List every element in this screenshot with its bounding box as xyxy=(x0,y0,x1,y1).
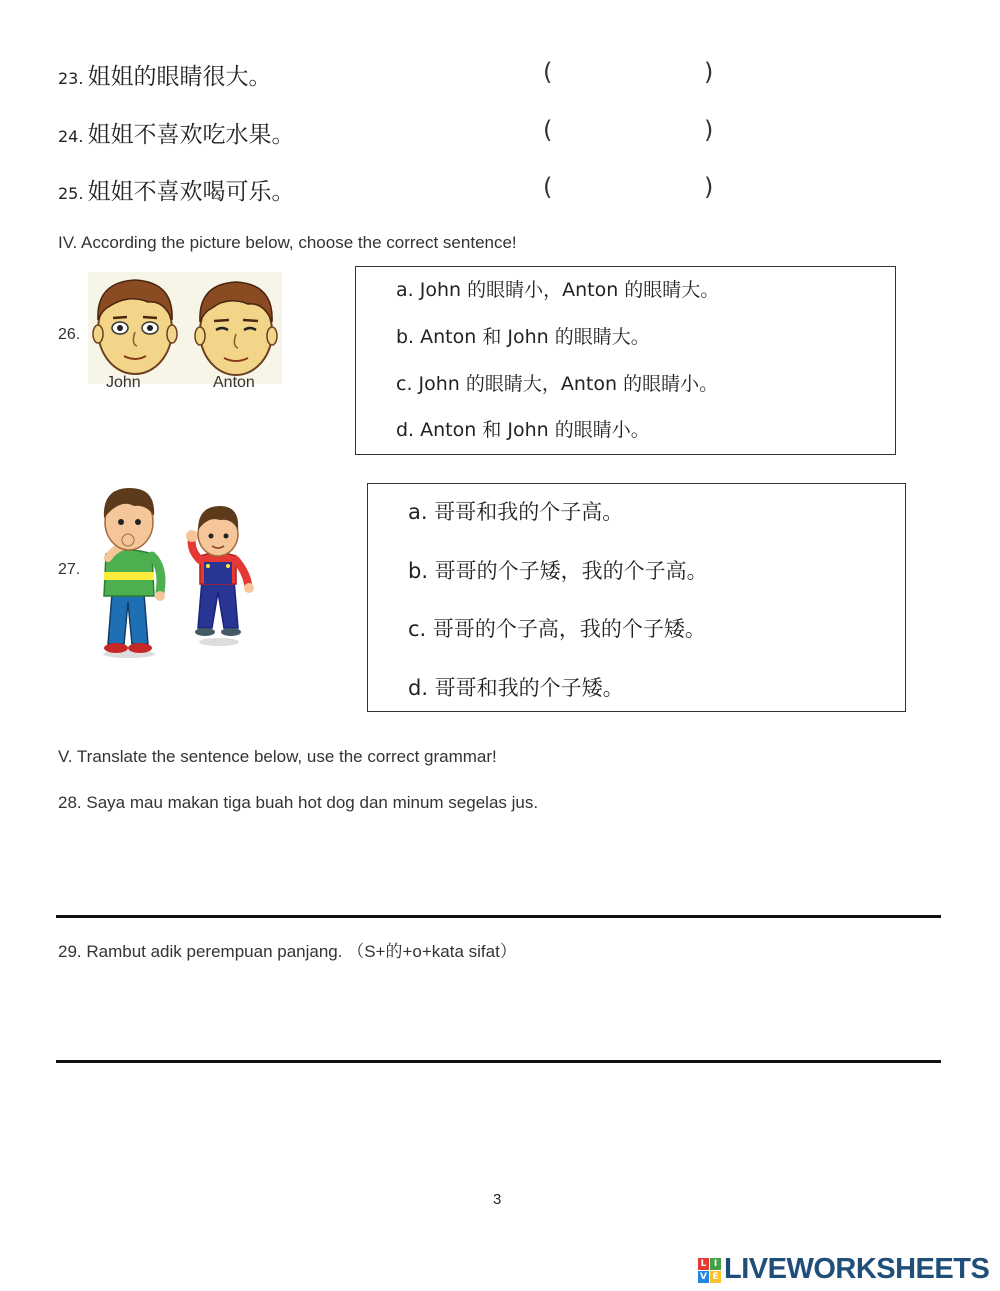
option-27-d[interactable]: d. 哥哥和我的个子矮。 xyxy=(408,676,624,700)
badge-letter: I xyxy=(710,1258,721,1270)
option-27-c[interactable]: c. 哥哥的个子高，我的个子矮。 xyxy=(408,617,706,641)
question-24 xyxy=(58,116,294,149)
question-27-number: 27. xyxy=(58,561,81,578)
answer-field-24[interactable] xyxy=(556,118,704,148)
option-26-c[interactable]: c. John 的眼睛大，Anton 的眼睛小。 xyxy=(396,373,719,395)
liveworksheets-badge-icon xyxy=(698,1258,722,1284)
answer-paren-open: ( xyxy=(543,58,553,86)
label-anton: Anton xyxy=(213,374,255,391)
older-brother-figure xyxy=(103,488,165,658)
question-text: 姐姐的眼睛很大。 xyxy=(87,64,272,90)
question-number: 23. xyxy=(58,69,84,88)
option-27-a[interactable]: a. 哥哥和我的个子高。 xyxy=(408,500,624,524)
answer-paren-close: ) xyxy=(704,173,714,201)
younger-brother-figure xyxy=(186,506,254,646)
answer-line-28 xyxy=(56,915,941,918)
section-v-title: V. Translate the sentence below, use the correct grammar! xyxy=(58,747,497,766)
two-boys-picture xyxy=(94,484,264,660)
question-number: 25. xyxy=(58,184,84,203)
section-iv-title: IV. According the picture below, choose the correct sentence! xyxy=(58,233,517,252)
question-text: 姐姐不喜欢喝可乐。 xyxy=(87,179,295,205)
page-number: 3 xyxy=(493,1191,502,1208)
answer-paren-close: ) xyxy=(704,58,714,86)
answer-paren-close: ) xyxy=(704,116,714,144)
option-26-d[interactable]: d. Anton 和 John 的眼睛小。 xyxy=(396,419,650,441)
label-john: John xyxy=(106,374,141,391)
answer-line-29 xyxy=(56,1060,941,1063)
question-23 xyxy=(58,58,271,91)
option-27-b[interactable]: b. 哥哥的个子矮，我的个子高。 xyxy=(408,559,708,583)
question-29-text: 29. Rambut adik perempuan panjang. （S+的+o+kata sifat） xyxy=(58,942,517,961)
question-25 xyxy=(58,173,294,206)
badge-letter: L xyxy=(698,1258,709,1270)
question-text: 姐姐不喜欢吃水果。 xyxy=(87,122,295,148)
question-28-text: 28. Saya mau makan tiga buah hot dog dan minum segelas jus. xyxy=(58,793,539,812)
answer-field-29[interactable] xyxy=(56,975,941,1059)
answer-field-28[interactable] xyxy=(56,830,941,914)
question-number: 24. xyxy=(58,127,84,146)
answer-field-25[interactable] xyxy=(556,175,704,205)
liveworksheets-logo: LIVEWORKSHEETS xyxy=(724,1253,990,1285)
badge-letter: E xyxy=(710,1271,721,1283)
option-26-b[interactable]: b. Anton 和 John 的眼睛大。 xyxy=(396,326,650,348)
option-26-a[interactable]: a. John 的眼睛小，Anton 的眼睛大。 xyxy=(396,279,720,301)
answer-paren-open: ( xyxy=(543,116,553,144)
badge-letter: V xyxy=(698,1271,709,1283)
two-faces-picture xyxy=(88,272,282,384)
answer-field-23[interactable] xyxy=(556,60,704,90)
question-26-number: 26. xyxy=(58,326,81,343)
answer-paren-open: ( xyxy=(543,173,553,201)
